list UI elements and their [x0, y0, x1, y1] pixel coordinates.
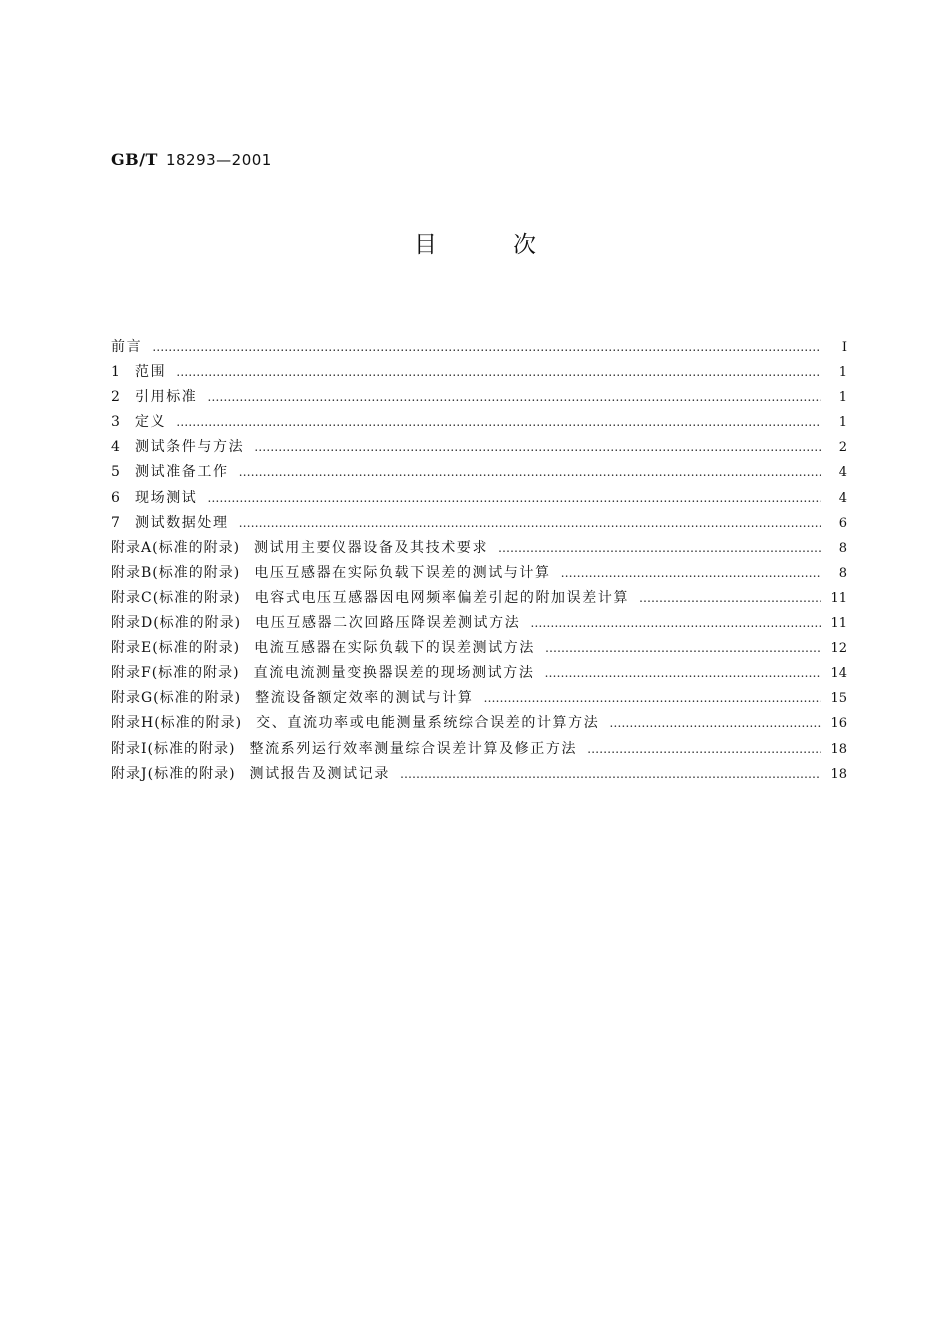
toc-page-number: 4 [838, 490, 847, 506]
toc-entry-5[interactable] [111, 462, 847, 487]
standard-prefix: GB/T [111, 150, 158, 169]
toc-page-number: 4 [838, 465, 847, 481]
toc-entry-annex-h[interactable] [111, 713, 847, 738]
toc-dot-leader [207, 387, 821, 407]
toc-page-number: 1 [838, 365, 847, 381]
toc-entry-label: 范围 [135, 364, 167, 381]
toc-clause-number: 5 [111, 464, 120, 481]
toc-page-number: 12 [830, 641, 847, 657]
toc-entry-label: 电压互感器二次回路压降误差测试方法 [255, 615, 521, 632]
toc-entry-label: 测试准备工作 [135, 464, 229, 481]
toc-entry-annex-b[interactable] [111, 563, 847, 588]
toc-clause-number: 4 [111, 439, 120, 456]
toc-entry-annex-i[interactable] [111, 739, 847, 764]
toc-dot-leader [239, 462, 821, 482]
standard-code [111, 150, 272, 169]
toc-entry-label: 测试报告及测试记录 [249, 765, 390, 782]
toc-dot-leader [587, 739, 821, 759]
toc-page-number: 15 [830, 691, 847, 707]
toc-annex-prefix: 附录E(标准的附录) [111, 640, 241, 657]
toc-annex-prefix: 附录A(标准的附录) [111, 539, 241, 556]
toc-entry-label: 交、直流功率或电能测量系统综合误差的计算方法 [256, 715, 600, 732]
toc-page-number: 18 [830, 741, 847, 757]
toc-entry-label: 前言 [111, 339, 143, 355]
toc-dot-leader [239, 513, 821, 533]
toc-page-number: 11 [830, 590, 847, 606]
toc-page-number: 1 [838, 415, 847, 431]
toc-clause-number: 1 [111, 364, 120, 381]
toc-entry-label: 测试数据处理 [135, 514, 229, 531]
toc-annex-prefix: 附录J(标准的附录) [111, 765, 236, 782]
toc-clause-number: 2 [111, 389, 120, 406]
toc-dot-leader [400, 764, 821, 784]
toc-annex-prefix: 附录H(标准的附录) [111, 715, 243, 732]
toc-annex-prefix: 附录C(标准的附录) [111, 589, 241, 606]
toc-page-number: 8 [838, 540, 847, 556]
toc-page-number: 6 [838, 515, 847, 531]
toc-dot-leader [176, 362, 821, 382]
toc-entry-annex-f[interactable] [111, 663, 847, 688]
toc-dot-leader [254, 437, 821, 457]
toc-entry-label: 现场测试 [135, 489, 198, 506]
toc-clause-number: 3 [111, 414, 120, 431]
toc-entry-6[interactable] [111, 488, 847, 513]
toc-page-number: 18 [830, 766, 847, 782]
toc-annex-prefix: 附录B(标准的附录) [111, 564, 241, 581]
toc-page-number: 11 [830, 616, 847, 632]
toc-page-number: 8 [838, 565, 847, 581]
toc-entry-label: 直流电流测量变换器误差的现场测试方法 [253, 665, 535, 682]
toc-annex-prefix: 附录G(标准的附录) [111, 690, 242, 707]
toc-entry-label: 整流设备额定效率的测试与计算 [255, 690, 474, 707]
toc-page-number: 1 [838, 390, 847, 406]
toc-dot-leader [561, 563, 821, 583]
toc-entry-label: 定义 [135, 414, 167, 431]
standard-number: 18293—2001 [165, 151, 272, 169]
toc-entry-label: 测试条件与方法 [135, 439, 245, 456]
toc-entry-2[interactable] [111, 387, 847, 412]
toc-annex-prefix: 附录F(标准的附录) [111, 665, 240, 682]
table-of-contents [111, 337, 847, 789]
toc-entry-label: 电压互感器在实际负载下误差的测试与计算 [254, 564, 551, 581]
toc-entry-3[interactable] [111, 412, 847, 437]
toc-dot-leader [545, 638, 821, 658]
toc-dot-leader [176, 412, 821, 432]
toc-dot-leader [530, 613, 821, 633]
toc-entry-annex-d[interactable] [111, 613, 847, 638]
toc-annex-prefix: 附录I(标准的附录) [111, 740, 236, 757]
toc-entry-annex-j[interactable] [111, 764, 847, 789]
toc-dot-leader [639, 588, 821, 608]
toc-dot-leader [544, 663, 821, 683]
toc-entry-label: 测试用主要仪器设备及其技术要求 [254, 539, 489, 556]
toc-page-number: 16 [830, 716, 847, 732]
toc-entry-annex-e[interactable] [111, 638, 847, 663]
toc-entry-label: 电容式电压互感器因电网频率偏差引起的附加误差计算 [254, 589, 630, 606]
toc-entry-7[interactable] [111, 513, 847, 538]
toc-entry-annex-g[interactable] [111, 688, 847, 713]
toc-entry-annex-c[interactable] [111, 588, 847, 613]
toc-entry-1[interactable] [111, 362, 847, 387]
toc-entry-annex-a[interactable] [111, 538, 847, 563]
toc-entry-label: 电流互感器在实际负载下的误差测试方法 [254, 640, 535, 657]
toc-dot-leader [484, 688, 821, 708]
toc-clause-number: 6 [111, 489, 120, 506]
toc-dot-leader [152, 337, 821, 357]
toc-annex-prefix: 附录D(标准的附录) [111, 615, 242, 632]
toc-dot-leader [498, 538, 821, 558]
toc-clause-number: 7 [111, 514, 120, 531]
toc-page-number: 14 [830, 666, 847, 682]
toc-page-number: I [841, 340, 847, 355]
toc-dot-leader [207, 488, 821, 508]
toc-entry-4[interactable] [111, 437, 847, 462]
toc-entry-label: 引用标准 [135, 389, 198, 406]
toc-entry-label: 整流系列运行效率测量综合误差计算及修正方法 [249, 740, 578, 757]
page-title: 目次 [414, 232, 612, 258]
toc-entry-foreword[interactable] [111, 337, 847, 362]
toc-dot-leader [609, 713, 821, 733]
toc-page-number: 2 [838, 440, 847, 456]
